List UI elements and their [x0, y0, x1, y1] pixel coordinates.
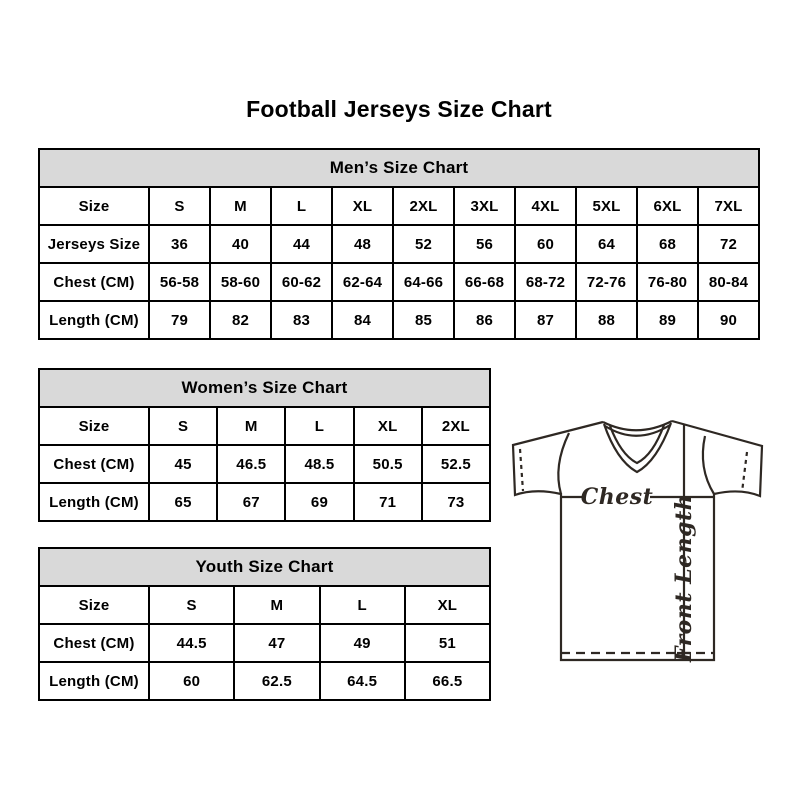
row-label-cell: Length (CM): [39, 662, 149, 700]
value-cell: 72-76: [576, 263, 637, 301]
table-row: [39, 483, 490, 521]
table-row: [39, 586, 490, 624]
value-cell: 48: [332, 225, 393, 263]
table-row: [39, 301, 759, 339]
value-cell: 48.5: [285, 445, 353, 483]
row-label-cell: Chest (CM): [39, 624, 149, 662]
table-row: [39, 445, 490, 483]
value-cell: 44.5: [149, 624, 234, 662]
value-cell: 60: [515, 225, 576, 263]
value-cell: 66-68: [454, 263, 515, 301]
row-label-cell: Size: [39, 187, 149, 225]
chest-label: Chest: [580, 484, 654, 510]
row-label-cell: Length (CM): [39, 301, 149, 339]
value-cell: 62-64: [332, 263, 393, 301]
value-cell: 71: [354, 483, 422, 521]
table-row: [39, 225, 759, 263]
value-cell: 3XL: [454, 187, 515, 225]
value-cell: 79: [149, 301, 210, 339]
page-title: Football Jerseys Size Chart: [246, 96, 552, 122]
value-cell: 5XL: [576, 187, 637, 225]
value-cell: 73: [422, 483, 490, 521]
value-cell: 83: [271, 301, 332, 339]
value-cell: S: [149, 586, 234, 624]
row-label-cell: Length (CM): [39, 483, 149, 521]
row-label-cell: Jerseys Size: [39, 225, 149, 263]
value-cell: M: [234, 586, 319, 624]
table-header-row: [39, 548, 490, 586]
value-cell: 68-72: [515, 263, 576, 301]
value-cell: 80-84: [698, 263, 759, 301]
value-cell: 85: [393, 301, 454, 339]
value-cell: 58-60: [210, 263, 271, 301]
value-cell: 65: [149, 483, 217, 521]
value-cell: 86: [454, 301, 515, 339]
value-cell: 52: [393, 225, 454, 263]
value-cell: 36: [149, 225, 210, 263]
value-cell: S: [149, 407, 217, 445]
table-row: [39, 624, 490, 662]
table-title-cell: Women’s Size Chart: [39, 369, 490, 407]
value-cell: 89: [637, 301, 698, 339]
row-label-cell: Chest (CM): [39, 263, 149, 301]
value-cell: 50.5: [354, 445, 422, 483]
value-cell: 82: [210, 301, 271, 339]
value-cell: 4XL: [515, 187, 576, 225]
youth-size-table: [38, 547, 491, 701]
right-cuff-stitch: [742, 452, 747, 492]
value-cell: XL: [332, 187, 393, 225]
jersey-outline: [513, 421, 762, 660]
value-cell: 76-80: [637, 263, 698, 301]
mens-size-table: [38, 148, 760, 340]
value-cell: 87: [515, 301, 576, 339]
womens-size-table: [38, 368, 491, 522]
value-cell: M: [210, 187, 271, 225]
value-cell: L: [320, 586, 405, 624]
value-cell: L: [271, 187, 332, 225]
table-header-row: [39, 149, 759, 187]
table-title-cell: Youth Size Chart: [39, 548, 490, 586]
value-cell: 60-62: [271, 263, 332, 301]
value-cell: 6XL: [637, 187, 698, 225]
row-label-cell: Size: [39, 586, 149, 624]
table-row: [39, 187, 759, 225]
value-cell: 64: [576, 225, 637, 263]
value-cell: 69: [285, 483, 353, 521]
value-cell: L: [285, 407, 353, 445]
value-cell: 84: [332, 301, 393, 339]
value-cell: 60: [149, 662, 234, 700]
value-cell: 2XL: [422, 407, 490, 445]
jersey-measurement-diagram: [505, 408, 770, 666]
table-row: [39, 263, 759, 301]
table-title-cell: Men’s Size Chart: [39, 149, 759, 187]
left-armhole-seam: [558, 433, 569, 494]
value-cell: XL: [354, 407, 422, 445]
value-cell: 68: [637, 225, 698, 263]
value-cell: 72: [698, 225, 759, 263]
value-cell: 45: [149, 445, 217, 483]
value-cell: 40: [210, 225, 271, 263]
value-cell: 67: [217, 483, 285, 521]
value-cell: 66.5: [405, 662, 490, 700]
value-cell: 56: [454, 225, 515, 263]
value-cell: 47: [234, 624, 319, 662]
table-row: [39, 407, 490, 445]
value-cell: 56-58: [149, 263, 210, 301]
front-length-label: Front Length: [671, 493, 697, 663]
table-row: [39, 662, 490, 700]
left-cuff-stitch: [520, 449, 523, 491]
jersey-diagram-svg: [505, 408, 770, 666]
value-cell: 44: [271, 225, 332, 263]
value-cell: 88: [576, 301, 637, 339]
row-label-cell: Size: [39, 407, 149, 445]
value-cell: 62.5: [234, 662, 319, 700]
value-cell: 51: [405, 624, 490, 662]
value-cell: M: [217, 407, 285, 445]
value-cell: 46.5: [217, 445, 285, 483]
value-cell: 2XL: [393, 187, 454, 225]
value-cell: 64.5: [320, 662, 405, 700]
value-cell: 49: [320, 624, 405, 662]
value-cell: 64-66: [393, 263, 454, 301]
table-header-row: [39, 369, 490, 407]
value-cell: 90: [698, 301, 759, 339]
row-label-cell: Chest (CM): [39, 445, 149, 483]
right-armhole-seam: [703, 436, 714, 494]
value-cell: 7XL: [698, 187, 759, 225]
value-cell: 52.5: [422, 445, 490, 483]
value-cell: S: [149, 187, 210, 225]
value-cell: XL: [405, 586, 490, 624]
